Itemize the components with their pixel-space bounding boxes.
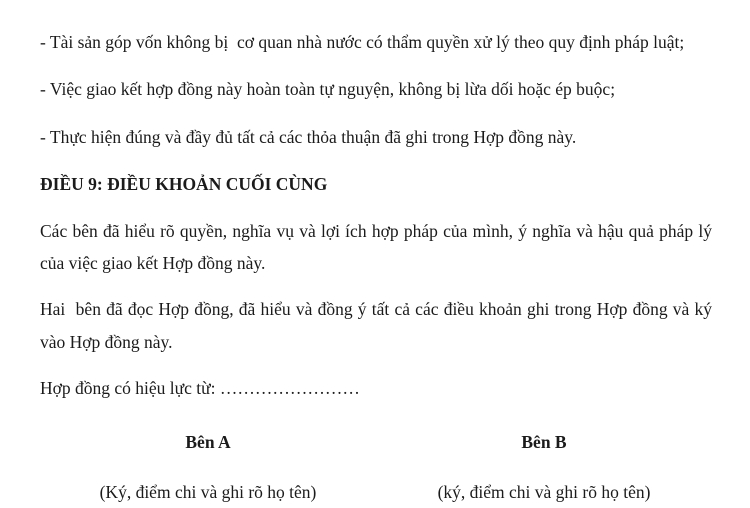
paragraph-agreement: Hai bên đã đọc Hợp đồng, đã hiểu và đồng ý tất cả các điều khoản ghi trong Hợp đồng và ký vào Hợp đồng này. — [40, 299, 717, 352]
party-b-signature-column — [376, 426, 712, 508]
effective-date-line: Hợp đồng có hiệu lực từ: …………………… — [40, 378, 360, 398]
paragraph-understanding: Các bên đã hiểu rõ quyền, nghĩa vụ và lợi ích hợp pháp của mình, ý nghĩa và hậu quả pháp lý của việc giao kết Hợp đồng này. — [40, 220, 717, 273]
contract-bullet-compliance: - Thực hiện đúng và đầy đủ tất cả các thỏa thuận đã ghi trong Hợp đồng này. — [40, 126, 577, 147]
party-a-sign-note: (Ký, điểm chi và ghi rõ họ tên) — [99, 481, 317, 502]
article-9-heading: ĐIỀU 9: ĐIỀU KHOẢN CUỐI CÙNG — [40, 174, 328, 195]
party-a-signature-column — [40, 426, 376, 508]
signature-block — [40, 426, 712, 508]
contract-bullet-voluntary: - Việc giao kết hợp đồng này hoàn toàn tự nguyện, không bị lừa dối hoặc ép buộc; — [40, 79, 616, 100]
contract-bullet-assets: - Tài sản góp vốn không bị cơ quan nhà nước có thẩm quyền xử lý theo quy định pháp luật; — [40, 32, 685, 52]
party-a-title: Bên A — [185, 432, 231, 453]
party-b-sign-note: (ký, điểm chi và ghi rõ họ tên) — [437, 481, 651, 502]
party-b-title: Bên B — [521, 432, 567, 453]
